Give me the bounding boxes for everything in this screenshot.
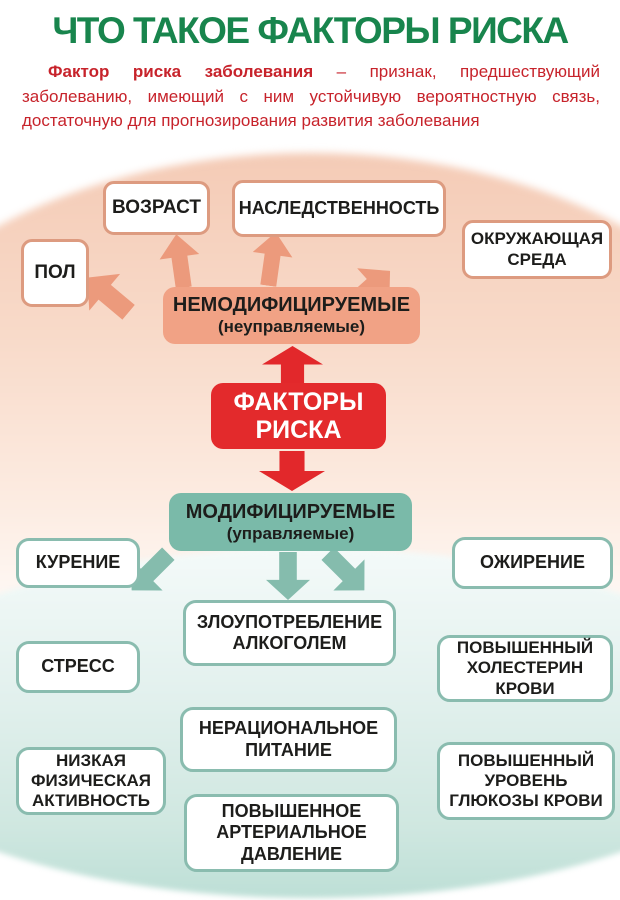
modifiable-group-box — [169, 493, 412, 551]
factor-box-okruzhayushchaya-sreda: ОКРУЖАЮЩАЯ СРЕДА — [462, 220, 612, 279]
definition-rest: – признак, предшествующий заболеванию, имеющий с ним устойчивую вероятностную связь, достаточную для прогнозирования развития заболевания — [22, 62, 600, 131]
factor-box-davlenie: ПОВЫШЕННОЕ АРТЕРИАЛЬНОЕ ДАВЛЕНИЕ — [184, 794, 399, 872]
factor-box-alkogol: ЗЛОУПОТРЕБЛЕНИЕ АЛКОГОЛЕМ — [183, 600, 396, 666]
non-modifiable-label: НЕМОДИФИЦИРУЕМЫЕ — [172, 294, 411, 317]
factor-box-pol: ПОЛ — [21, 239, 89, 307]
modifiable-sublabel: (управляемые) — [226, 523, 355, 543]
definition-lead: Фактор риска заболевания — [48, 62, 314, 81]
factor-box-nasledstvennost: НАСЛЕДСТВЕННОСТЬ — [232, 180, 446, 237]
factor-box-pitanie: НЕРАЦИОНАЛЬНОЕ ПИТАНИЕ — [180, 707, 397, 772]
factor-box-vozrast: ВОЗРАСТ — [103, 181, 210, 235]
non-modifiable-group-box — [163, 287, 420, 344]
factor-box-kurenie: КУРЕНИЕ — [16, 538, 140, 588]
factor-box-stress: СТРЕСС — [16, 641, 140, 693]
page-title: ЧТО ТАКОЕ ФАКТОРЫ РИСКА — [52, 10, 568, 51]
non-modifiable-sublabel: (неуправляемые) — [217, 317, 366, 337]
factor-box-holesterin: ПОВЫШЕННЫЙ ХОЛЕСТЕРИН КРОВИ — [437, 635, 613, 702]
factor-box-glukoza: ПОВЫШЕННЫЙ УРОВЕНЬ ГЛЮКОЗЫ КРОВИ — [437, 742, 615, 820]
risk-factors-center-box: ФАКТОРЫ РИСКА — [211, 383, 386, 449]
factor-box-ozhirenie: ОЖИРЕНИЕ — [452, 537, 613, 589]
modifiable-label: МОДИФИЦИРУЕМЫЕ — [185, 500, 396, 523]
factor-box-fizicheskaya-aktivnost: НИЗКАЯ ФИЗИЧЕСКАЯ АКТИВНОСТЬ — [16, 747, 166, 815]
definition-paragraph — [22, 60, 600, 134]
